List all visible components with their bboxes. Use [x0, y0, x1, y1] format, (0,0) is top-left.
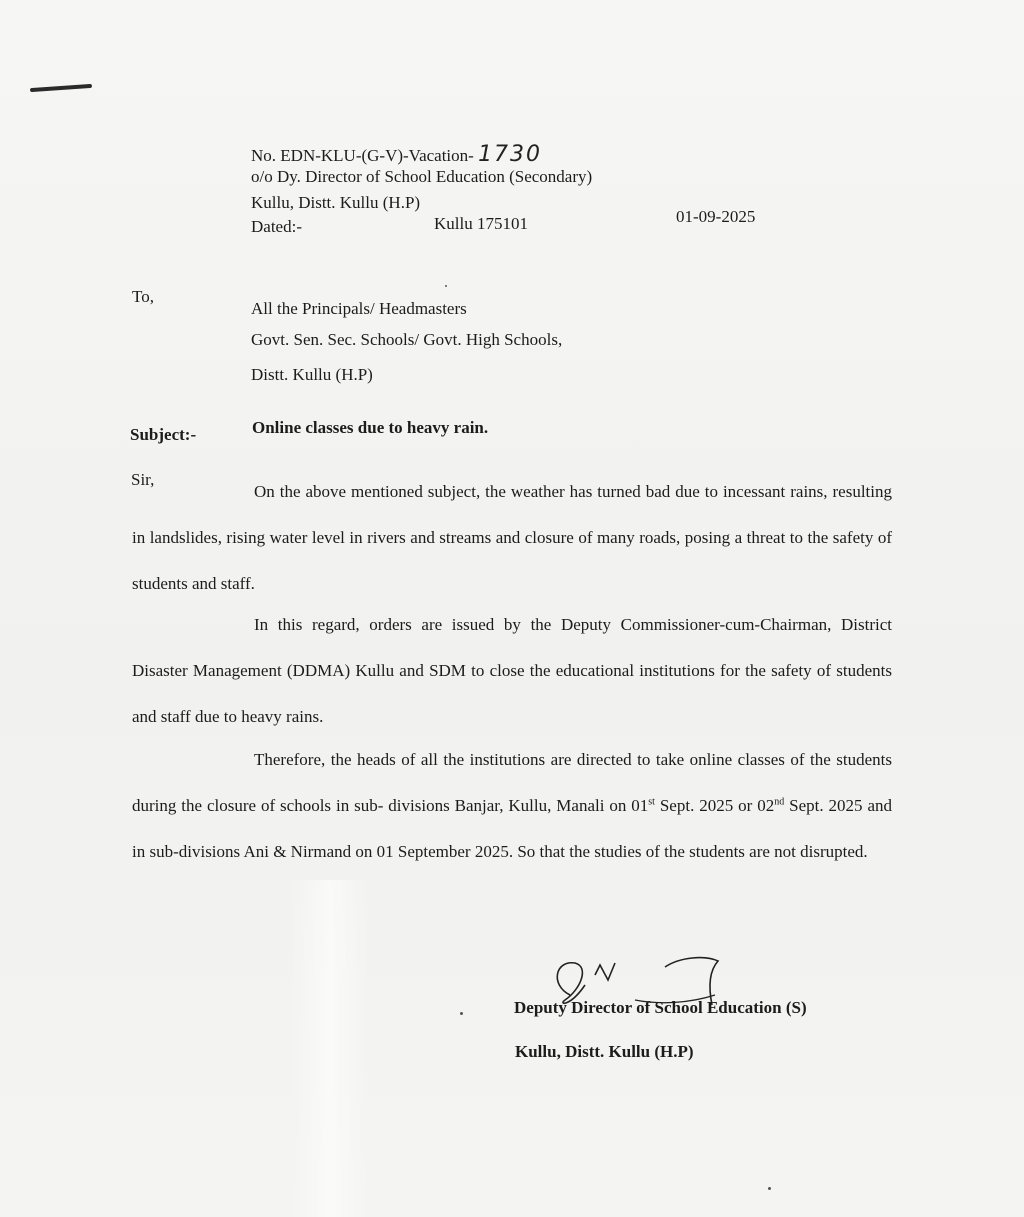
pen-dash-mark [30, 84, 92, 92]
pin-code: Kullu 175101 [434, 214, 528, 233]
subject-text: Online classes due to heavy rain. [252, 418, 489, 437]
office-address: Kullu, Distt. Kullu (H.P) [251, 193, 421, 212]
scan-shading [290, 880, 370, 1217]
subject-label: Subject:- [130, 425, 197, 444]
signatory-designation: Deputy Director of School Education (S) [514, 998, 807, 1017]
to-label: To, [132, 287, 154, 306]
body-paragraph-3-text-c: Sept. 2025 and in sub-divisions Ani & Nirmand on 01 September 2025. So that the studies of the students are not disrupted. [132, 796, 892, 861]
office-name: o/o Dy. Director of School Education (Secondary) [251, 167, 593, 186]
body-paragraph-3 [132, 737, 892, 875]
signatory-place: Kullu, Distt. Kullu (H.P) [515, 1042, 694, 1061]
body-paragraph-1 [132, 469, 892, 607]
body-paragraph-2 [132, 602, 892, 740]
body-paragraph-2-text: In this regard, orders are issued by the Deputy Commissioner-cum-Chairman, District Disaster Management (DDMA) Kullu and SDM to close the educational institutions for the safety of students and staff due to heavy rains. [132, 615, 892, 726]
speck [768, 1187, 771, 1190]
body-paragraph-3-text-b: Sept. 2025 or 02 [654, 796, 775, 815]
superscript-st: st [648, 796, 655, 808]
recipient-line-1: All the Principals/ Headmasters [251, 299, 467, 318]
speck [460, 1012, 463, 1015]
body-paragraph-1-text: On the above mentioned subject, the weather has turned bad due to incessant rains, resulting in landslides, rising water level in rivers and streams and closure of many roads, posing a threat to the safety of students and staff. [132, 482, 892, 593]
dated-label: Dated:- [251, 217, 302, 236]
reference-number [251, 144, 542, 167]
speck [445, 285, 447, 287]
body-paragraph-3-text-a: Therefore, the heads of all the institutions are directed to take online classes of the students during the closure of schools in sub- divisions Banjar, Kullu, Manali on 01 [132, 750, 892, 815]
salutation: Sir, [131, 470, 155, 489]
superscript-nd: nd [774, 796, 785, 808]
recipient-line-3: Distt. Kullu (H.P) [251, 365, 373, 384]
letter-date: 01-09-2025 [676, 207, 756, 226]
reference-number-text: No. EDN-KLU-(G-V)-Vacation- [251, 146, 474, 165]
handwritten-number: 1730 [478, 142, 543, 167]
recipient-line-2: Govt. Sen. Sec. Schools/ Govt. High Schools, [251, 330, 563, 349]
